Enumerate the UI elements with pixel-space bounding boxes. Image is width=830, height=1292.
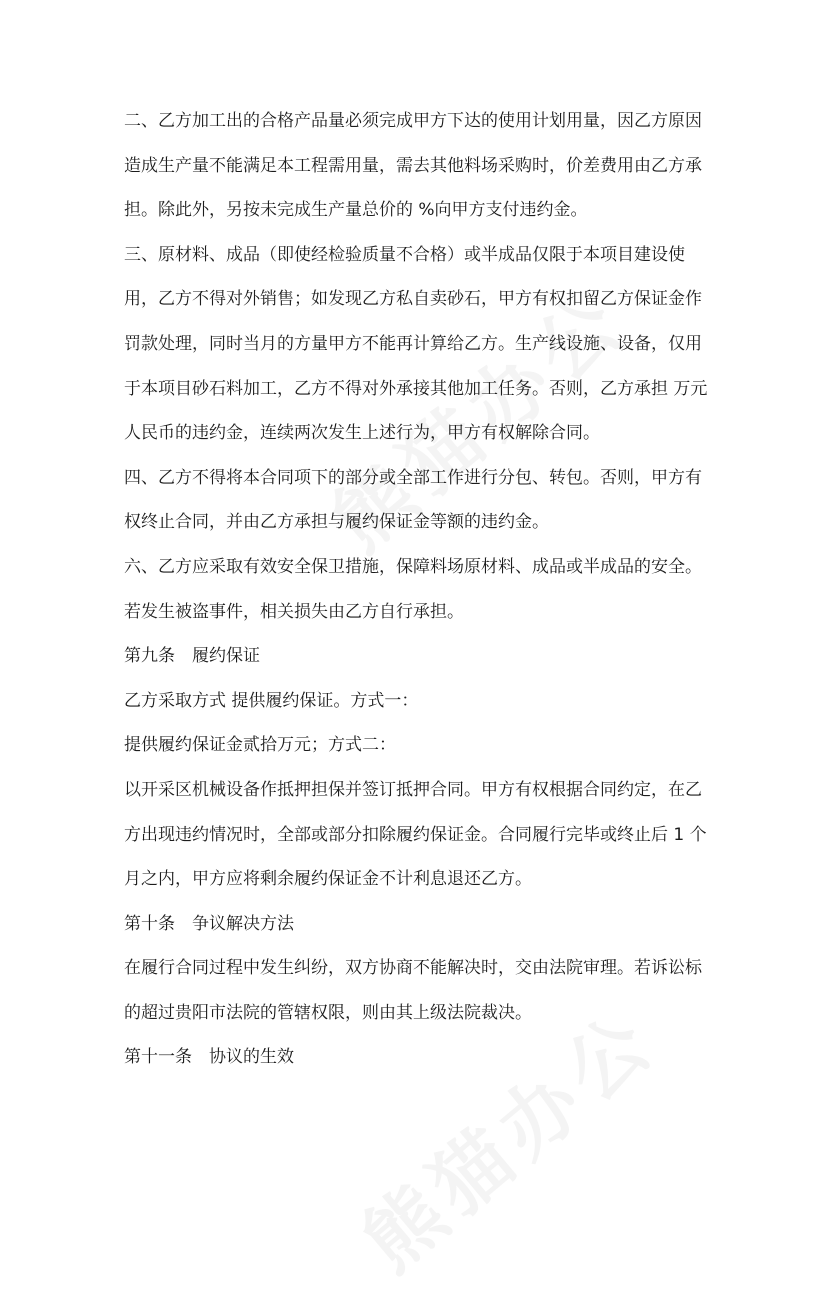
document-body	[124, 110, 714, 1091]
article-heading: 第十一条 协议的生效	[124, 1047, 294, 1068]
paragraph-line: 以开采区机械设备作抵押担保并签订抵押合同。甲方有权根据合同约定，在乙	[124, 779, 702, 800]
paragraph-line: 乙方采取方式 提供履约保证。方式一：	[124, 690, 419, 711]
paragraph-line: 在履行合同过程中发生纠纷，双方协商不能解决时，交由法院审理。若诉讼标	[124, 958, 702, 979]
paragraph-line: 方出现违约情况时，全部或部分扣除履约保证金。合同履行完毕或终止后 1 个	[124, 824, 707, 845]
paragraph-line: 罚款处理，同时当月的方量甲方不能再计算给乙方。生产线设施、设备，仅用	[124, 333, 702, 354]
paragraph-line: 人民币的违约金，连续两次发生上述行为，甲方有权解除合同。	[124, 423, 600, 444]
article-heading: 第十条 争议解决方法	[124, 913, 294, 934]
paragraph-line: 造成生产量不能满足本工程需用量，需去其他料场采购时，价差费用由乙方承	[124, 155, 702, 176]
paragraph-line: 六、乙方应采取有效安全保卫措施，保障料场原材料、成品或半成品的安全。	[124, 556, 702, 577]
paragraph-line: 三、原材料、成品（即使经检验质量不合格）或半成品仅限于本项目建设使	[124, 244, 685, 265]
paragraph-line: 于本项目砂石料加工，乙方不得对外承接其他加工任务。否则，乙方承担 万元	[124, 378, 708, 399]
paragraph-line: 提供履约保证金贰拾万元；方式二：	[124, 735, 396, 756]
paragraph-line: 月之内，甲方应将剩余履约保证金不计利息退还乙方。	[124, 869, 532, 890]
paragraph-line: 四、乙方不得将本合同项下的部分或全部工作进行分包、转包。否则，甲方有	[124, 467, 702, 488]
paragraph-line: 用，乙方不得对外销售；如发现乙方私自卖砂石，甲方有权扣留乙方保证金作	[124, 289, 702, 310]
paragraph-line: 的超过贵阳市法院的管辖权限，则由其上级法院裁决。	[124, 1002, 532, 1023]
paragraph-line: 担。除此外，另按未完成生产量总价的 %向甲方支付违约金。	[124, 200, 588, 221]
paragraph-line: 二、乙方加工出的合格产品量必须完成甲方下达的使用计划用量，因乙方原因	[124, 111, 702, 131]
article-heading: 第九条 履约保证	[124, 646, 260, 667]
paragraph-line: 权终止合同，并由乙方承担与履约保证金等额的违约金。	[124, 512, 549, 533]
paragraph-line: 若发生被盗事件，相关损失由乙方自行承担。	[124, 601, 464, 622]
